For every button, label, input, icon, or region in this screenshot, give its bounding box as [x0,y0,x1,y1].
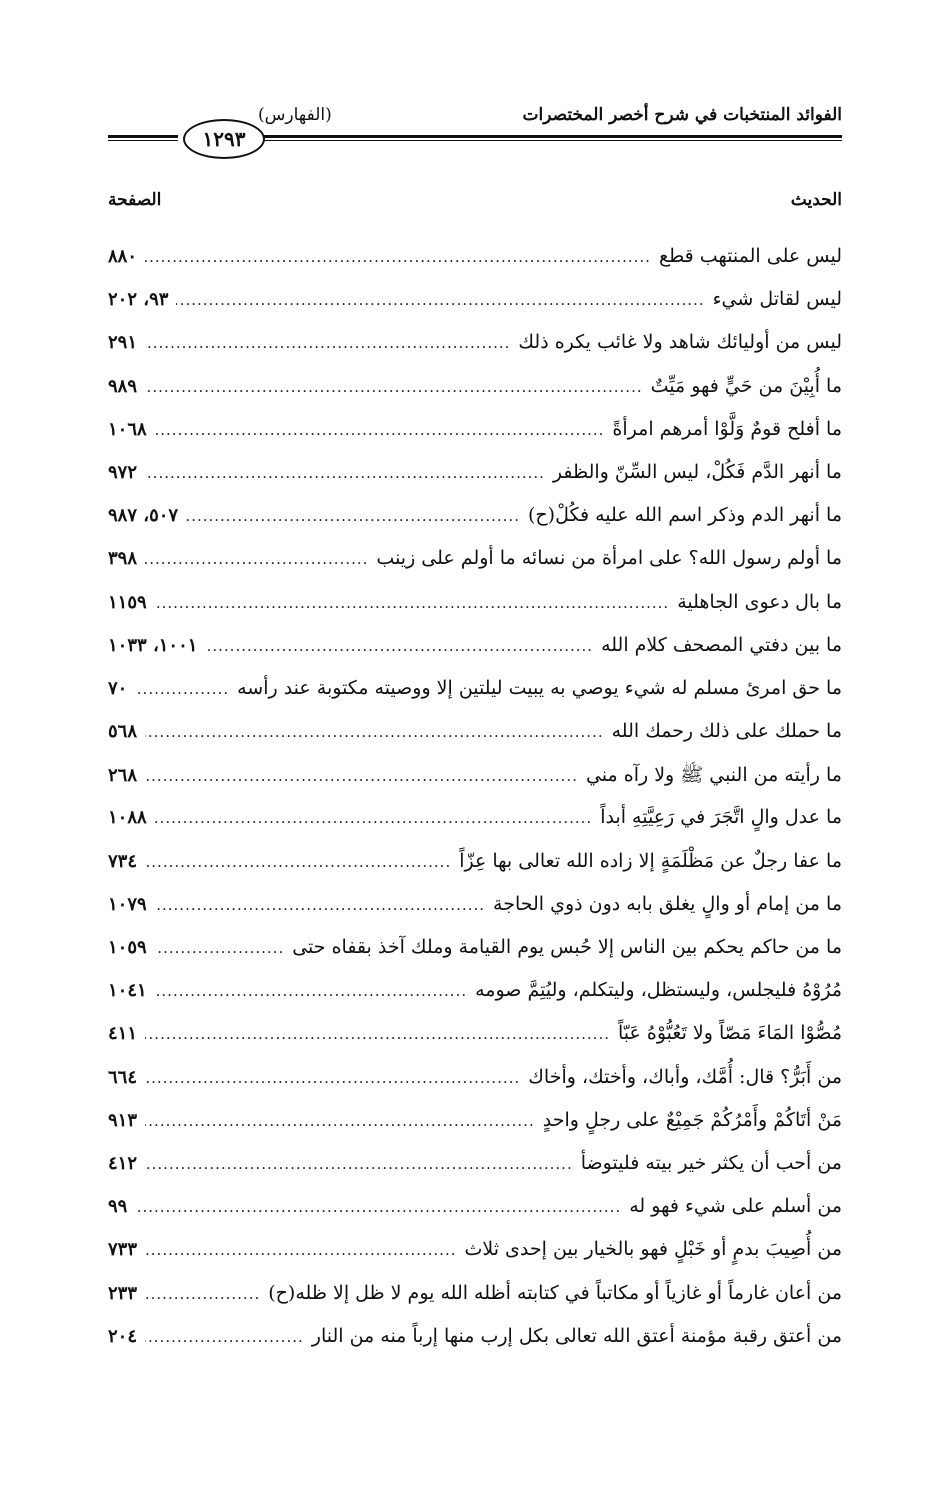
leader-dots [135,680,229,698]
entry-pages: ٥٦٨ [108,721,138,743]
page-number-badge: ١٢٩٣ [183,119,265,159]
index-entry [108,806,842,849]
entry-pages: ٢٠٤ [108,1325,138,1347]
index-entry [108,1195,842,1238]
index-entry [108,1325,842,1368]
column-header-hadith: الحديث [790,190,842,210]
leader-dots [145,1285,260,1303]
leader-dots [145,767,578,785]
index-entry [108,1066,842,1109]
index-entry [108,677,842,720]
index-entry [108,461,842,504]
index-entry [108,375,842,418]
leader-dots [145,248,651,266]
entry-pages: ٣٩٨ [108,548,138,570]
leader-dots [145,550,368,568]
index-entry [108,850,842,893]
entry-text: ليس على المنتهب قطع [658,245,842,267]
index-entry [108,979,842,1022]
entry-pages: ٨٨٠ [108,246,138,267]
leader-dots [145,1241,456,1259]
entry-pages: ١٠٥٩ [108,937,147,958]
index-entry [108,1022,842,1065]
column-headers [108,190,842,220]
entry-pages: ٧٣٣ [108,1239,138,1261]
entry-pages: ٩١٣ [108,1109,138,1131]
section-title: (الفهارس) [258,105,332,125]
leader-dots [145,1025,610,1043]
index-entry [108,504,842,547]
leader-dots [176,291,704,309]
entry-text: ما من حاكم يحكم بين الناس إلا حُبس يوم القيامة وملك آخذ بقفاه حتى [292,936,842,958]
entry-text: من أحب أن يكثر خير بيته فليتوضأ [580,1151,842,1174]
entry-pages: ٩٩ [108,1196,128,1218]
leader-dots [145,1069,520,1087]
leader-dots [145,853,451,871]
hadith-index-list [108,245,842,1368]
entry-pages: ١٠٦٨ [108,418,147,440]
entry-text: ما رأيته من النبي ﷺ ولا رآه مني [585,764,842,787]
entry-text: ما بين دفتي المصحف كلام الله [601,633,842,656]
entry-text: ما حملك على ذلك رحمك الله [611,720,842,743]
leader-dots [145,334,510,352]
entry-text: ما عدل والٍ اتَّجَرَ في رَعِيَّتِهِ أبداً [600,806,842,829]
entry-pages: ٧٠ [108,677,128,699]
entry-text: ما حق امرئ مسلم له شيء يوصي به يبيت ليلتين إلا ووصيته مكتوبة عند رأسه [237,676,842,699]
index-entry [108,634,842,677]
leader-dots [155,982,467,1000]
entry-text: ليس لقاتل شيء [712,288,842,311]
index-entry [108,936,842,979]
entry-pages: ١٠٤١ [108,980,147,1002]
entry-pages: ٩٣، ٢٠٢ [108,289,169,311]
entry-pages: ٢٦٨ [108,765,138,787]
running-header [108,105,842,165]
entry-pages: ٩٨٩ [108,375,138,397]
entry-pages: ٢٩١ [108,332,138,354]
header-rule [263,135,842,141]
entry-text: ما بال دعوى الجاهلية [677,590,842,613]
entry-text: من أعتق رقبة مؤمنة أعتق الله تعالى بكل إرب منها إرباً منه من النار [311,1324,842,1347]
leader-dots [155,421,605,439]
entry-text: ما أُبِيْنَ من حَيٍّ فهو مَيِّتٌ [650,374,842,397]
index-entry [108,1152,842,1195]
entry-text: ما عفا رجلٌ عن مَظْلَمَةٍ إلا زاده الله تعالى بها عِزّاً [459,849,842,872]
entry-text: مُصُّوْا المَاءَ مَصّاً ولا تَعُبُّوْهُ عَبّاً [618,1022,842,1045]
book-title: الفوائد المنتخبات في شرح أخصر المختصرات [522,105,842,125]
header-rule-short [108,135,178,141]
index-entry [108,591,842,634]
entry-text: مَنْ أتَاكُمْ وأَمْرُكُمْ جَمِيْعٌ على رجلٍ واحدٍ [542,1108,842,1131]
index-entry [108,288,842,331]
leader-dots [205,637,593,655]
index-entry [108,1238,842,1281]
entry-pages: ٢٣٣ [108,1282,138,1304]
leader-dots [155,809,593,827]
leader-dots [145,378,643,396]
entry-pages: ١١٥٩ [108,591,147,613]
entry-pages: ٩٧٢ [108,461,138,483]
entry-pages: ٦٦٤ [108,1066,138,1088]
leader-dots [155,594,670,612]
entry-text: ما أنهر الدَّم فَكُلْ، ليس السِّنّ والظفر [552,460,842,483]
entry-pages: ١٠٧٩ [108,893,147,915]
entry-text: ما من إمام أو والٍ يغلق بابه دون ذوي الحاجة [493,892,842,915]
index-entry [108,1282,842,1325]
leader-dots [145,1328,304,1346]
entry-text: ما أولم رسول الله؟ على امرأة من نسائه ما أولم على زينب [376,547,842,570]
entry-pages: ١٠٠١، ١٠٣٣ [108,634,198,656]
index-entry [108,1109,842,1152]
leader-dots [155,896,485,914]
entry-pages: ١٠٨٨ [108,807,147,829]
entry-text: من أَبَرُّ؟ قال: أُمَّك، وأباك، وأختك، وأخاك [528,1065,842,1088]
entry-pages: ٤١١ [108,1023,138,1045]
index-entry [108,418,842,461]
entry-text: مُرُوْهُ فليجلس، وليستظل، وليتكلم، وليُتِمَّ صومه [475,979,842,1002]
index-entry [108,763,842,806]
index-entry [108,893,842,936]
index-entry [108,547,842,590]
entry-text: من أسلم على شيء فهو له [629,1195,842,1218]
leader-dots [186,507,520,525]
entry-text: ما أفلح قومٌ وَلَّوْا أمرهم امرأةً [612,417,842,440]
entry-text: من أُصِيبَ بدمٍ أو خَبْلٍ فهو بالخيار بين إحدى ثلاث [464,1238,842,1261]
entry-pages: ٥٠٧، ٩٨٧ [108,505,179,527]
index-entry [108,331,842,374]
leader-dots [145,1155,573,1173]
entry-text: من أعان غارماً أو غازياً أو مكاتباً في كتابته أظله الله يوم لا ظل إلا ظله(ح) [268,1281,842,1304]
column-header-page: الصفحة [108,190,162,210]
leader-dots [155,939,285,957]
index-entry [108,245,842,288]
entry-pages: ٧٣٤ [108,850,138,872]
entry-text: ما أنهر الدم وذكر اسم الله عليه فكُلْ(ح) [527,504,842,527]
leader-dots [145,723,604,741]
leader-dots [145,1112,535,1130]
entry-pages: ٤١٢ [108,1152,138,1174]
index-entry [108,720,842,763]
leader-dots [135,1198,621,1216]
leader-dots [145,464,545,482]
entry-text: ليس من أوليائك شاهد ولا غائب يكره ذلك [518,331,842,354]
